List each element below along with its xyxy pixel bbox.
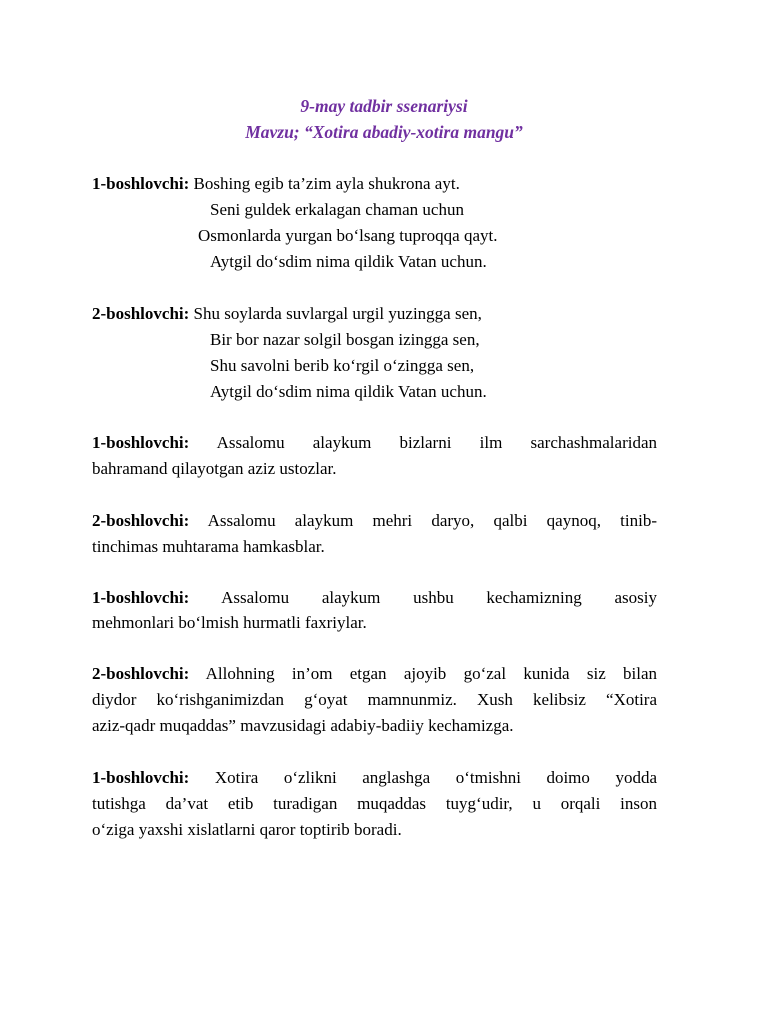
paragraph-line: mehmonlari bo‘lmish hurmatli faxriylar. [92, 613, 367, 632]
paragraph-line: tutishga da’vat etib turadigan muqaddas tuyg‘udir, u orqali inson [92, 794, 657, 813]
poem-line: Bir bor nazar solgil bosgan izingga sen, [210, 330, 480, 349]
speaker-label: 1-boshlovchi: [92, 433, 190, 452]
poem-line: Boshing egib ta’zim ayla shukrona ayt. [193, 174, 460, 193]
speaker-label: 1-boshlovchi: [92, 588, 190, 607]
document-title: 9-may tadbir ssenariysi [300, 96, 468, 116]
poem-line: Shu soylarda suvlargal urgil yuzingga sen, [193, 304, 482, 323]
paragraph-line: o‘ziga yaxshi xislatlarni qaror toptirib boradi. [92, 820, 402, 839]
poem-line: Shu savolni berib ko‘rgil o‘zingga sen, [210, 356, 475, 375]
speaker-label: 2-boshlovchi: [92, 304, 190, 323]
block-1-line-1 [92, 173, 460, 195]
paragraph-line: tinchimas muhtarama hamkasblar. [92, 537, 325, 556]
speaker-label: 1-boshlovchi: [92, 174, 190, 193]
paragraph-line: aziz-qadr muqaddas” mavzusidagi adabiy-badiiy kechamizga. [92, 716, 514, 735]
poem-line: Seni guldek erkalagan chaman uchun [210, 200, 464, 219]
paragraph-text: Assalomu alaykum bizlarni ilm sarchashmalaridan [216, 433, 657, 452]
speaker-label: 2-boshlovchi: [92, 511, 190, 530]
speaker-label: 1-boshlovchi: [92, 768, 190, 787]
paragraph-line: bahramand qilayotgan aziz ustozlar. [92, 459, 337, 478]
paragraph-line [92, 432, 657, 454]
poem-line: Osmonlarda yurgan bo‘lsang tuproqqa qayt. [198, 226, 498, 245]
paragraph-line [92, 767, 657, 789]
paragraph-text: Allohning in’om etgan ajoyib go‘zal kunida siz bilan [205, 664, 658, 683]
speaker-label: 2-boshlovchi: [92, 664, 190, 683]
paragraph-line [92, 663, 657, 685]
document-subtitle: Mavzu; “Xotira abadiy-xotira mangu” [245, 122, 523, 142]
paragraph-line: diydor ko‘rishganimizdan g‘oyat mamnunmiz. Xush kelibsiz “Xotira [92, 690, 657, 709]
paragraph-line [92, 587, 657, 609]
block-2-line-1 [92, 303, 482, 325]
poem-line: Aytgil do‘sdim nima qildik Vatan uchun. [210, 382, 487, 401]
poem-line: Aytgil do‘sdim nima qildik Vatan uchun. [210, 252, 487, 271]
paragraph-line [92, 510, 657, 532]
paragraph-text: Assalomu alaykum ushbu kechamizning asosiy [221, 588, 657, 607]
paragraph-text: Xotira o‘zlikni anglashga o‘tmishni doimo yodda [214, 768, 657, 787]
paragraph-text: Assalomu alaykum mehri daryo, qalbi qaynoq, tinib- [207, 511, 658, 530]
